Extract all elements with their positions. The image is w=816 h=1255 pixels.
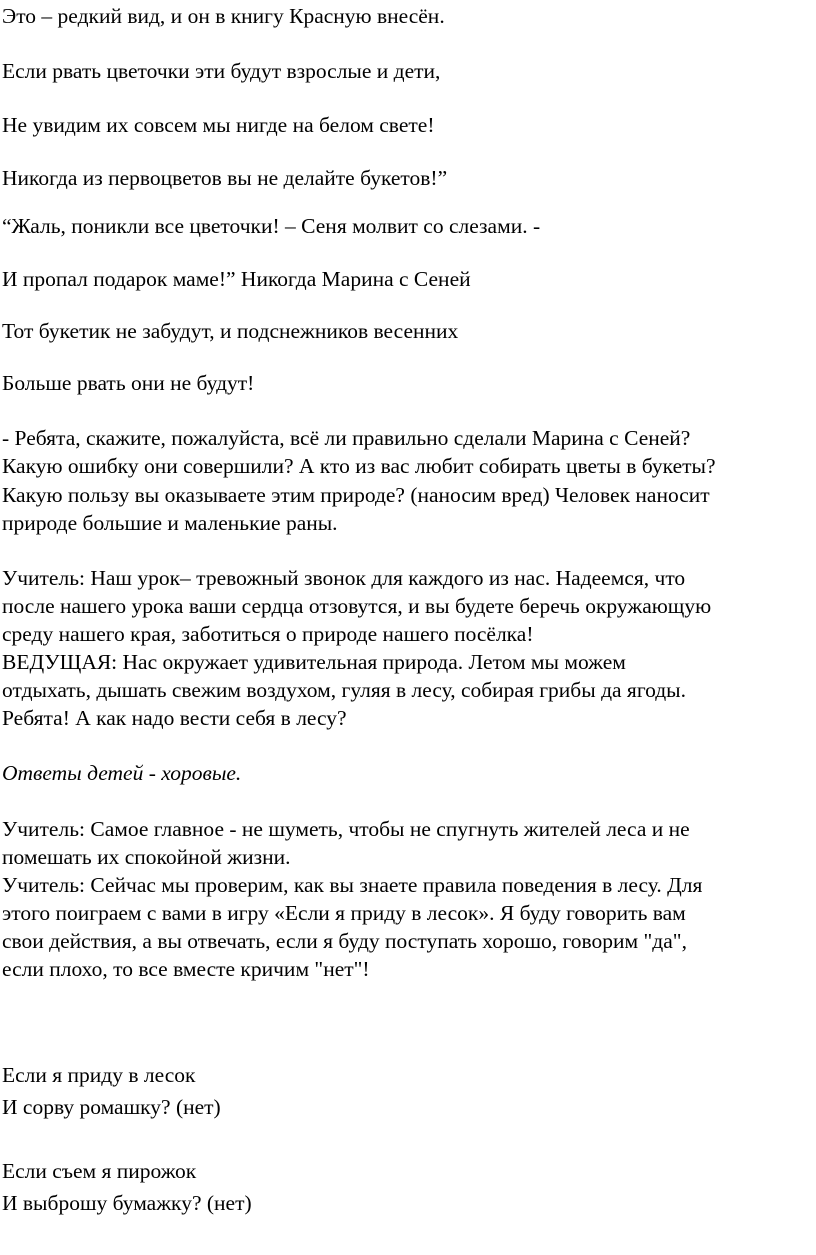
text-line: природе большие и маленькие раны.: [2, 511, 338, 535]
text-line: Учитель: Самое главное - не шуметь, чтобы не спугнуть жителей леса и не: [2, 817, 690, 841]
text-line: среду нашего края, заботиться о природе нашего посёлка!: [2, 622, 534, 646]
text-line: Учитель: Наш урок– тревожный звонок для каждого из нас. Надеемся, что: [2, 566, 686, 590]
text-line: И сорву ромашку? (нет): [2, 1095, 221, 1119]
text-line: Больше рвать они не будут!: [2, 371, 255, 395]
text-line: Какую пользу вы оказываете этим природе? (наносим вред) Человек наносит: [2, 483, 710, 507]
text-line: И выброшу бумажку? (нет): [2, 1191, 252, 1215]
text-line: “Жаль, поникли все цветочки! – Сеня молвит со слезами. -: [2, 214, 541, 238]
text-line: Это – редкий вид, и он в книгу Красную внесён.: [2, 4, 445, 28]
text-line: этого поиграем с вами в игру «Если я приду в лесок». Я буду говорить вам: [2, 901, 686, 925]
text-line: Не увидим их совсем мы нигде на белом свете!: [2, 113, 435, 137]
text-line: Если съем я пирожок: [2, 1159, 197, 1183]
text-line: И пропал подарок маме!” Никогда Марина с Сеней: [2, 267, 471, 291]
text-line: - Ребята, скажите, пожалуйста, всё ли правильно сделали Марина с Сеней?: [2, 426, 691, 450]
text-line: после нашего урока ваши сердца отзовутся, и вы будете беречь окружающую: [2, 594, 712, 618]
text-line: если плохо, то все вместе кричим "нет"!: [2, 957, 370, 981]
text-line: Ребята! А как надо вести себя в лесу?: [2, 706, 347, 730]
text-line-italic: Ответы детей - хоровые.: [2, 761, 242, 785]
text-line: Если рвать цветочки эти будут взрослые и дети,: [2, 59, 441, 83]
text-line: Тот букетик не забудут, и подснежников весенних: [2, 319, 459, 343]
text-line: Если я приду в лесок: [2, 1063, 196, 1087]
text-line: свои действия, а вы отвечать, если я буду поступать хорошо, говорим "да",: [2, 929, 687, 953]
text-line: Учитель: Сейчас мы проверим, как вы знаете правила поведения в лесу. Для: [2, 873, 703, 897]
text-line: Какую ошибку они совершили? А кто из вас любит собирать цветы в букеты?: [2, 454, 716, 478]
text-line: отдыхать, дышать свежим воздухом, гуляя в лесу, собирая грибы да ягоды.: [2, 678, 686, 702]
text-line: Никогда из первоцветов вы не делайте букетов!”: [2, 166, 448, 190]
text-line: ВЕДУЩАЯ: Нас окружает удивительная природа. Летом мы можем: [2, 650, 626, 674]
text-line: помешать их спокойной жизни.: [2, 845, 291, 869]
